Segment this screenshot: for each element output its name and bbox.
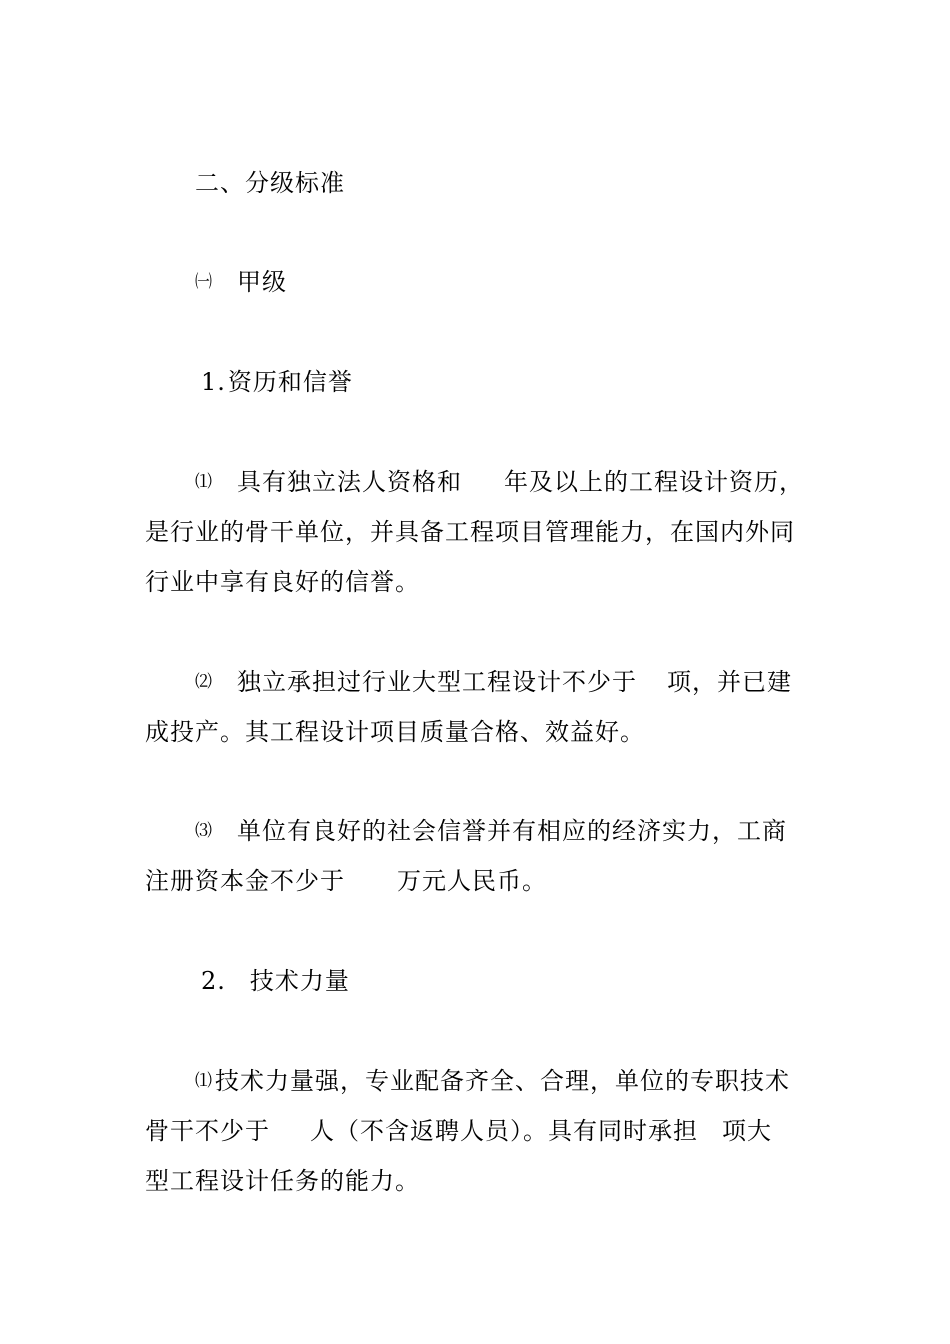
- text-segment: 型工程设计任务的能力。: [145, 1167, 420, 1195]
- subsection-title: 资历和信誉: [227, 368, 353, 396]
- text-segment: 年及以上的工程设计资历，: [504, 468, 804, 496]
- text-segment: 行业中享有良好的信誉。: [145, 568, 420, 596]
- text-segment: 万元人民币。: [397, 867, 547, 895]
- list-marker: ⑶: [195, 821, 213, 841]
- paragraph-line: [195, 806, 865, 856]
- text-segment: 技术力量强，专业配备齐全、合理，单位的专职技术: [215, 1067, 790, 1095]
- text-segment: 独立承担过行业大型工程设计不少于: [237, 668, 637, 696]
- text-segment: 项，并已建: [667, 668, 792, 696]
- grade-marker: ㈠: [195, 272, 213, 292]
- text-segment: 是行业的骨干单位，并具备工程项目管理能力，在国内外同: [145, 518, 795, 546]
- text-segment: 成投产。其工程设计项目质量合格、效益好。: [145, 718, 645, 746]
- list-marker: ⑴: [195, 472, 213, 492]
- text-segment: 项大: [722, 1117, 772, 1145]
- subsection-heading: [201, 357, 871, 407]
- text-segment: 人（不含返聘人员）。具有同时承担: [310, 1117, 698, 1145]
- list-marker: ⑵: [195, 672, 213, 692]
- subsection-number: 2.: [201, 967, 226, 995]
- paragraph-line: [145, 856, 815, 906]
- text-segment: 单位有良好的社会信誉并有相应的经济实力，工商: [237, 817, 787, 845]
- section-heading-text: 二、分级标准: [195, 169, 345, 197]
- subsection-title: 技术力量: [249, 967, 350, 995]
- paragraph-line: [145, 557, 815, 607]
- paragraph-line: [195, 1056, 865, 1106]
- grade-heading: [195, 257, 865, 307]
- text-segment: 注册资本金不少于: [145, 867, 345, 895]
- text-segment: 具有独立法人资格和: [237, 468, 462, 496]
- paragraph-line: [145, 707, 815, 757]
- section-heading: [195, 158, 865, 208]
- paragraph-line: [195, 657, 865, 707]
- subsection-heading: [201, 956, 871, 1006]
- grade-title: 甲级: [237, 268, 287, 296]
- text-segment: 骨干不少于: [145, 1117, 270, 1145]
- subsection-number: 1.: [201, 368, 226, 396]
- paragraph-line: [145, 1106, 815, 1156]
- paragraph-line: [145, 507, 815, 557]
- paragraph-line: [145, 1156, 815, 1206]
- list-marker: ⑴: [195, 1071, 213, 1091]
- paragraph-line: [195, 457, 865, 507]
